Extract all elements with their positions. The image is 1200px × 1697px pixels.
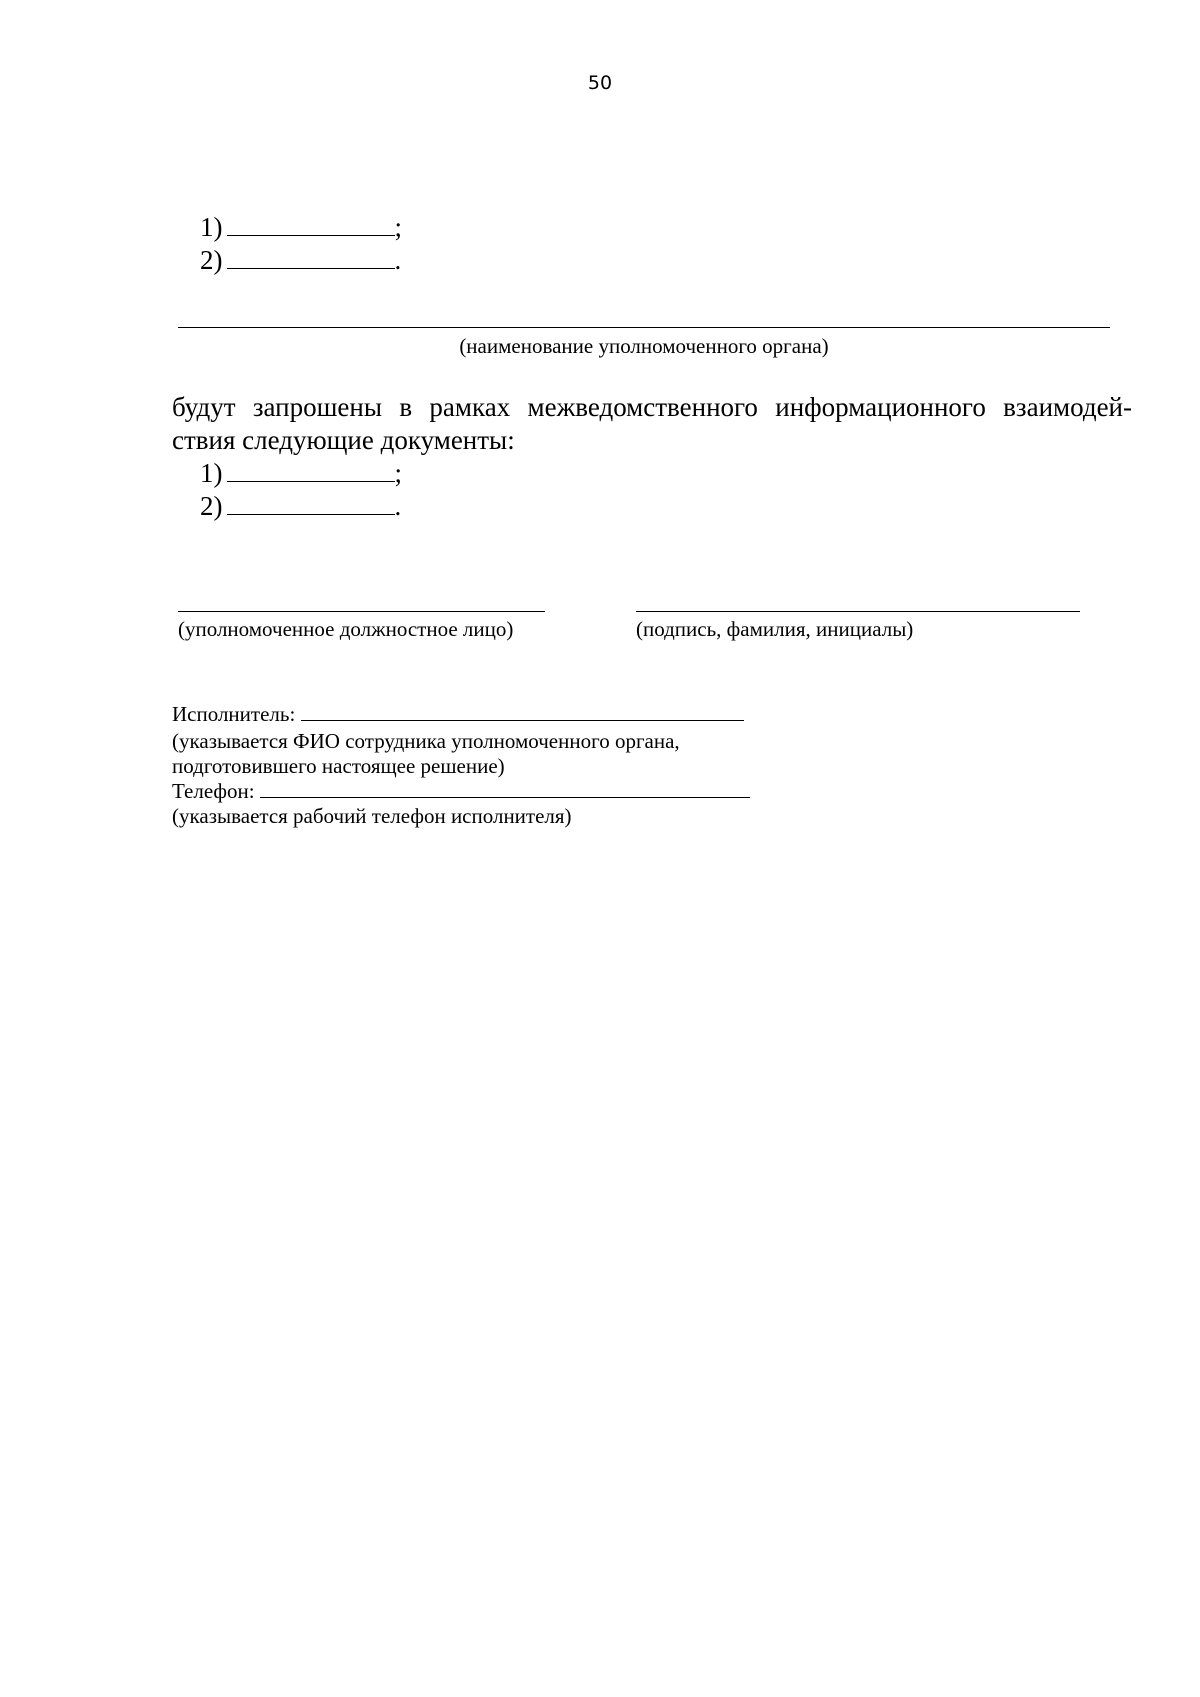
- executor-note-2: подготовившего настоящее решение): [172, 754, 505, 778]
- numbered-list-documents: [200, 457, 402, 523]
- list-item-punct: .: [394, 245, 402, 275]
- blank-line: [227, 244, 395, 269]
- list-item: [200, 211, 402, 244]
- paragraph-line-2: ствия следующие документы:: [172, 425, 515, 455]
- signature-line: [636, 611, 1080, 612]
- list-item-number: 1): [200, 212, 223, 242]
- official-line: [178, 611, 545, 612]
- authority-name-line: [178, 327, 1110, 328]
- list-item: [200, 457, 402, 490]
- executor-label: Исполнитель:: [172, 702, 296, 726]
- executor-note-1: (указывается ФИО сотрудника уполномоченного органа,: [172, 729, 680, 753]
- phone-note: (указывается рабочий телефон исполнителя): [172, 804, 572, 828]
- list-item-punct: ;: [394, 458, 403, 488]
- signature-caption: (подпись, фамилия, инициалы): [636, 617, 914, 641]
- page-number: 50: [587, 72, 613, 94]
- blank-line: [227, 211, 395, 236]
- body-paragraph: [172, 391, 1132, 457]
- authority-caption: (наименование уполномоченного органа): [459, 334, 829, 358]
- list-item-number: 2): [200, 491, 223, 521]
- numbered-list-top: [200, 211, 402, 277]
- paragraph-line-1: будут запрошены в рамках межведомственного информационного взаимодей-: [172, 392, 1132, 422]
- phone-label: Телефон:: [172, 779, 255, 803]
- official-caption: (уполномоченное должностное лицо): [178, 617, 514, 641]
- blank-line: [227, 457, 395, 482]
- list-item: [200, 490, 402, 523]
- list-item-number: 2): [200, 245, 223, 275]
- executor-field: [172, 702, 744, 727]
- list-item-punct: .: [394, 491, 402, 521]
- executor-blank-line: [301, 702, 744, 721]
- list-item: [200, 244, 402, 277]
- phone-field: [172, 779, 750, 804]
- phone-blank-line: [260, 779, 750, 798]
- blank-line: [227, 490, 395, 515]
- list-item-punct: ;: [394, 212, 403, 242]
- list-item-number: 1): [200, 458, 223, 488]
